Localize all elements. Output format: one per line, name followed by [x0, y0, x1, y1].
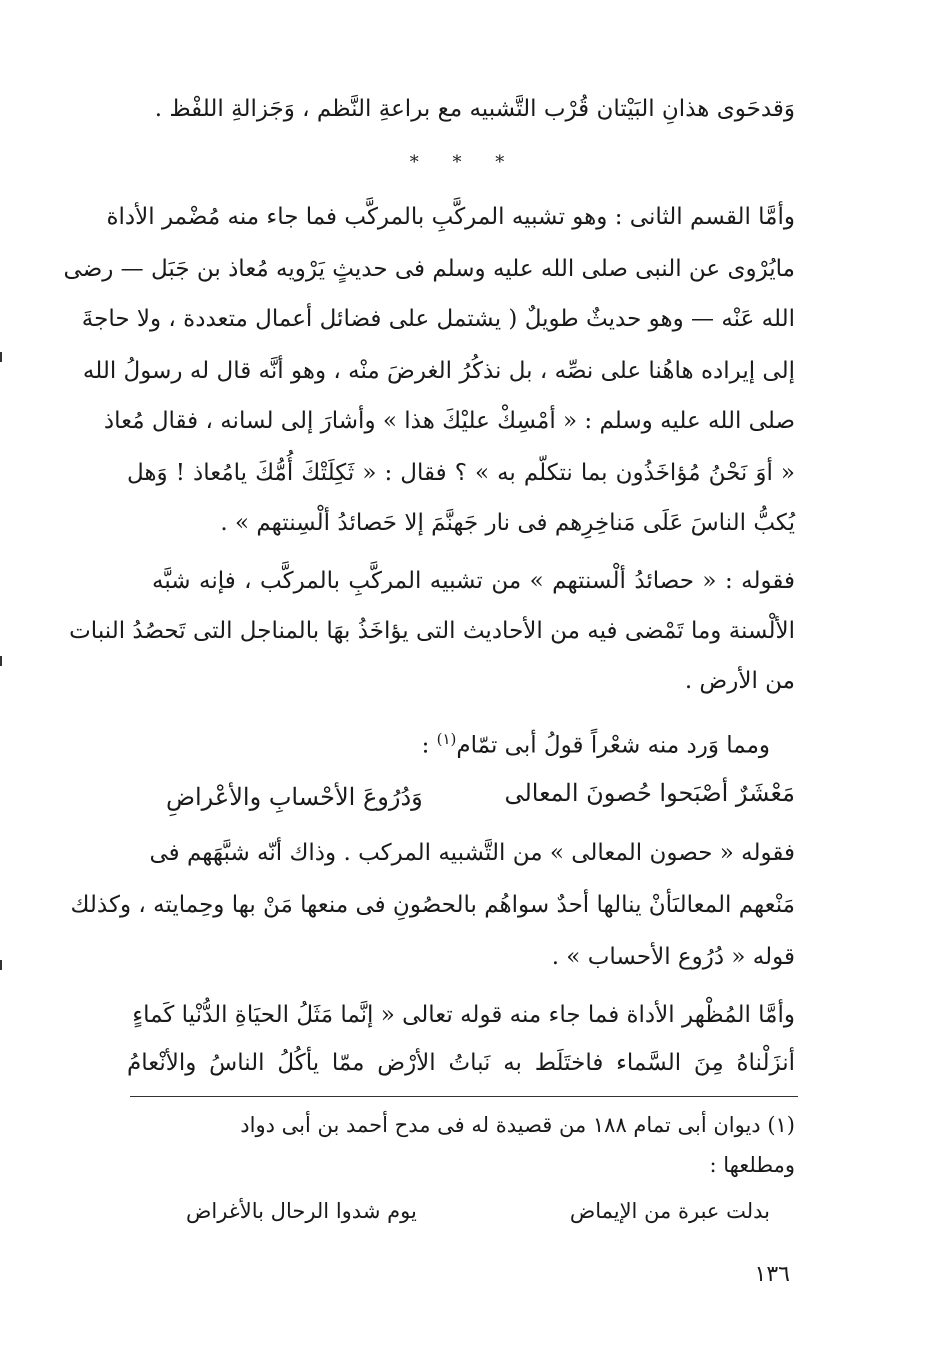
- footnote-marker: (١): [436, 730, 457, 748]
- paragraph-4-line-1: وأمَّا المُظْهر الأداة فما جاء منه قوله تعالى « إنَّما مَثَلُ الحيَاةِ الدُّنْيا كَماءٍ: [132, 1002, 795, 1028]
- footnote-rule: [130, 1096, 798, 1097]
- paragraph-1-line-6: « أوَ نَحْنُ مُؤاخَذُون بما نتكلّم به » ؟ فقال : « ثَكِلَتْكَ أُمُّكَ يامُعاذ ! وَهل: [127, 460, 795, 486]
- paragraph-1-line-5: صلى الله عليه وسلم : « أمْسِكْ عليْكَ هذا » وأشارَ إلى لسانه ، فقال مُعاذ: [103, 408, 795, 434]
- paragraph-3-line-1: فقوله « حصون المعالى » من التَّشبيه المركب . وذاك أنّه شبَّهَهم فى: [149, 840, 795, 866]
- paragraph-1-line-1: وأمَّا القسم الثانى : وهو تشبيه المركَّبِ بالمركَّب فما جاء منه مُضْمر الأداة: [106, 204, 795, 230]
- paragraph-3-line-2: مَنْعهم المعالىَأنْ ينالها أحدٌ سواهُم بالحصُونِ فى منعها مَنْ بها وحِمايته ، وكذلك: [70, 892, 795, 918]
- footnote-verse-hemistich-1: بدلت عبرة من الإيماض: [569, 1199, 770, 1223]
- poetry-intro-colon: :: [421, 732, 430, 759]
- left-margin-mark: [0, 960, 2, 970]
- left-margin-mark: [0, 656, 2, 666]
- paragraph-3-line-3: قوله « دُرُوع الأحساب » .: [551, 944, 795, 970]
- paragraph-1-line-7: يُكبُّ الناسَ عَلَى مَناخِرِهم فى نار جَهنَّمَ إلا حَصائدُ ألْسِنتهم » .: [220, 510, 795, 536]
- footnote-line-1: (١) ديوان أبى تمام ١٨٨ من قصيدة له فى مدح أحمد بن أبى دواد: [240, 1113, 795, 1137]
- paragraph-2-line-2: الألْسنة وما تَمْضى فيه من الأحاديث التى يؤاخَذُ بهَا بالمناجل التى تَحصُدُ النبات: [69, 618, 795, 644]
- paragraph-4-line-2: أنزَلْناهُ مِنَ السَّماء فاختَلَط به نَباتُ الأرْض ممّا يأكُلُ الناسُ والأنْعامُ: [127, 1050, 795, 1076]
- section-separator: * * *: [409, 152, 519, 173]
- page-number: ١٣٦: [754, 1262, 790, 1287]
- paragraph-1-line-4: إلى إيراده هاهُنا على نصِّه ، بل نذكُرُ الغرضَ منْه ، وهو أنَّه قال له رسولُ الله: [82, 358, 795, 384]
- left-margin-mark: [0, 352, 2, 362]
- header-line: وَقدحَوى هذانِ البَيْتان قُرْب التَّشبيه مع براعةِ النَّظم ، وَجَزالةِ اللفْظ .: [154, 96, 795, 122]
- poetry-intro: [422, 722, 770, 763]
- paragraph-2-line-3: من الأرض .: [684, 668, 795, 694]
- footnote-verse-hemistich-2: يوم شدوا الرحال بالأغراض: [186, 1199, 417, 1223]
- paragraph-1-line-2: مايُرْوى عن النبى صلى الله عليه وسلم فى حديثٍ يَرْويه مُعاذ بن جَبَل — رضى: [63, 256, 795, 282]
- verse-hemistich-1: مَعْشَرٌ أصْبَحوا حُصونَ المعالى: [504, 779, 795, 807]
- paragraph-1-line-3: الله عَنْه — وهو حديثٌ طويلٌ ( يشتمل على فضائل أعمال متعددة ، ولا حاجةَ: [81, 306, 795, 332]
- poetry-intro-text: ومما وَرد منه شعْراً قولُ أبى تمّام: [456, 732, 770, 759]
- footnote-line-2: ومطلعها :: [709, 1153, 795, 1177]
- paragraph-2-line-1: فقوله : « حصائدُ ألْسنتهم » من تشبيه المركَّبِ بالمركَّب ، فإنه شبَّه: [152, 568, 795, 594]
- verse-hemistich-2: وَدُرُوعَ الأحْسابِ والأعْراضِ: [166, 783, 423, 811]
